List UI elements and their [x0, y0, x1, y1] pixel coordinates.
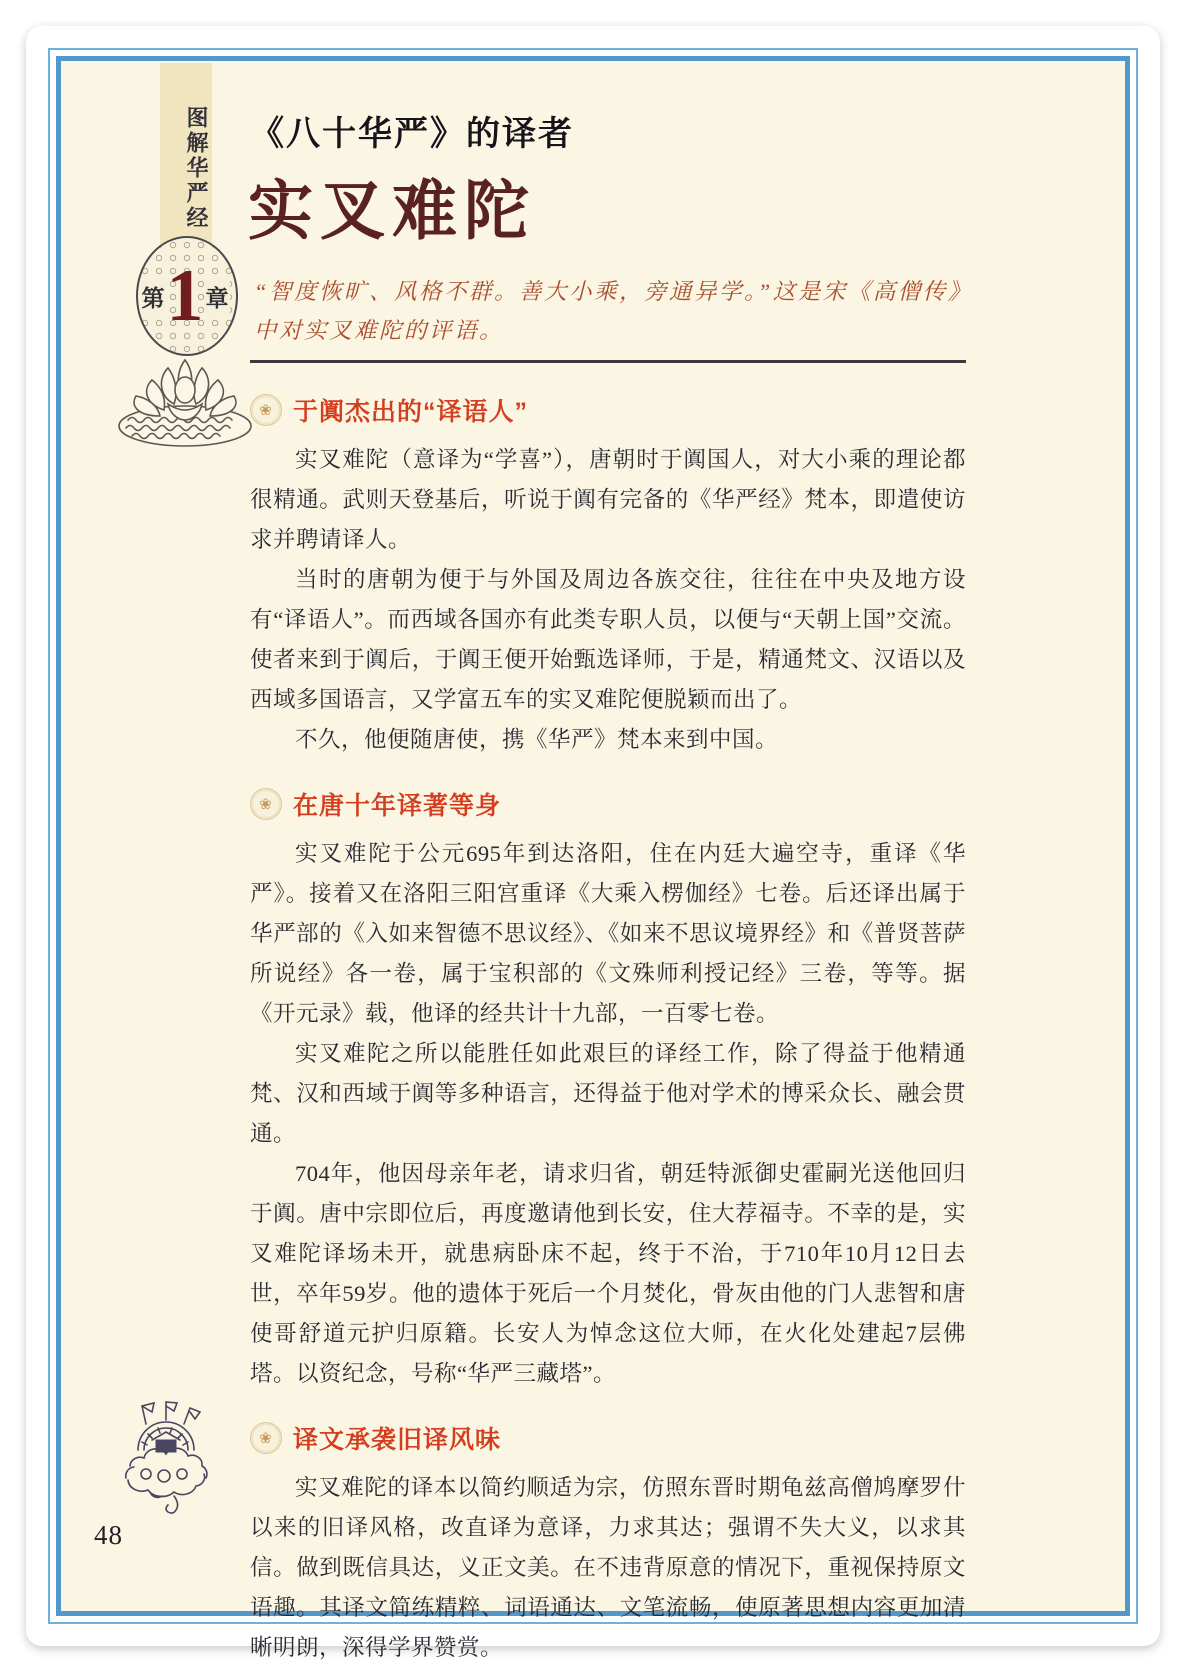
- article-body: [250, 392, 966, 1668]
- chapter-number: 1: [166, 254, 204, 337]
- paragraph: 实叉难陀之所以能胜任如此艰巨的译经工作，除了得益于他精通梵、汉和西域于阗等多种语言，还得益于他对学术的博采众长、融会贯通。: [250, 1041, 966, 1146]
- header-divider: [250, 360, 966, 363]
- page-subtitle: 《八十华严》的译者: [250, 116, 574, 153]
- lotus-seal-icon: ❀: [250, 394, 282, 426]
- chapter-prefix: 第: [141, 280, 166, 313]
- paragraph: 当时的唐朝为便于与外国及周边各族交往，往往在中央及地方设有“译语人”。而西域各国亦有此类专职人员，以便与“天朝上国”交流。使者来到于阗后，于阗王便开始甄选译师，于是，精通梵文、汉语以及西域多国语言，又学富五车的实叉难陀便脱颖而出了。: [250, 567, 966, 712]
- book-title-vertical: 图解华严经: [184, 106, 209, 231]
- section-heading-text: 于阗杰出的“译语人”: [293, 398, 529, 426]
- section-heading-text: 译文承袭旧译风味: [293, 1426, 502, 1454]
- paragraph: 实叉难陀的译本以简约顺适为宗，仿照东晋时期龟兹高僧鸠摩罗什以来的旧译风格，改直译为意译，力求其达；强谓不失大义，以求其信。做到既信具达，义正文美。在不违背原意的情况下，重视保持原文语趣。其译文简练精粹、词语通达、文笔流畅，使原著思想内容更加清晰明朗，深得学界赞赏。: [250, 1475, 966, 1660]
- section-heading-3: [250, 1420, 966, 1456]
- chapter-suffix: 章: [205, 280, 230, 313]
- paragraph: 实叉难陀（意译为“学喜”），唐朝时于阗国人，对大小乘的理论都很精通。武则天登基后，听说于阗有完备的《华严经》梵本，即遣使访求并聘请译人。: [250, 447, 966, 552]
- paragraph: 704年，他因母亲年老，请求归省，朝廷特派御史霍嗣光送他回归于阗。唐中宗即位后，再度邀请他到长安，住大荐福寺。不幸的是，实叉难陀译场未开，就患病卧床不起，终于不治，于710年10月12日去世，卒年59岁。他的遗体于死后一个月焚化，骨灰由他的门人悲智和唐使哥舒道元护归原籍。长安人为悼念这位大师，在火化处建起7层佛塔。以资纪念，号称“华严三藏塔”。: [250, 1161, 966, 1386]
- lotus-illustration: [112, 346, 258, 450]
- lotus-seal-icon: ❀: [250, 1422, 282, 1454]
- intro-quote: “智度恢旷、风格不群。善大小乘，旁通异学。”这是宋《高僧传》中对实叉难陀的评语。: [254, 279, 962, 343]
- paragraph: 实叉难陀于公元695年到达洛阳，住在内廷大遍空寺，重译《华严》。接着又在洛阳三阳宫重译《大乘入楞伽经》七卷。后还译出属于华严部的《入如来智德不思议经》、《如来不思议境界经》和《普贤菩萨所说经》各一卷，属于宝积部的《文殊师利授记经》三卷，等等。据《开元录》载，他译的经共计十九部，一百零七卷。: [250, 841, 966, 1026]
- lotus-seal-icon: ❀: [250, 788, 282, 820]
- section-heading-1: [250, 392, 966, 428]
- page-title: 实叉难陀: [248, 176, 537, 248]
- section-heading-text: 在唐十年译著等身: [293, 792, 502, 820]
- page-number: 48: [94, 1520, 123, 1550]
- paragraph: 不久，他便随唐使，携《华严》梵本来到中国。: [295, 727, 779, 752]
- chapter-label: [128, 248, 242, 344]
- cloud-pavilion-illustration: [116, 1396, 216, 1518]
- section-heading-2: [250, 786, 966, 822]
